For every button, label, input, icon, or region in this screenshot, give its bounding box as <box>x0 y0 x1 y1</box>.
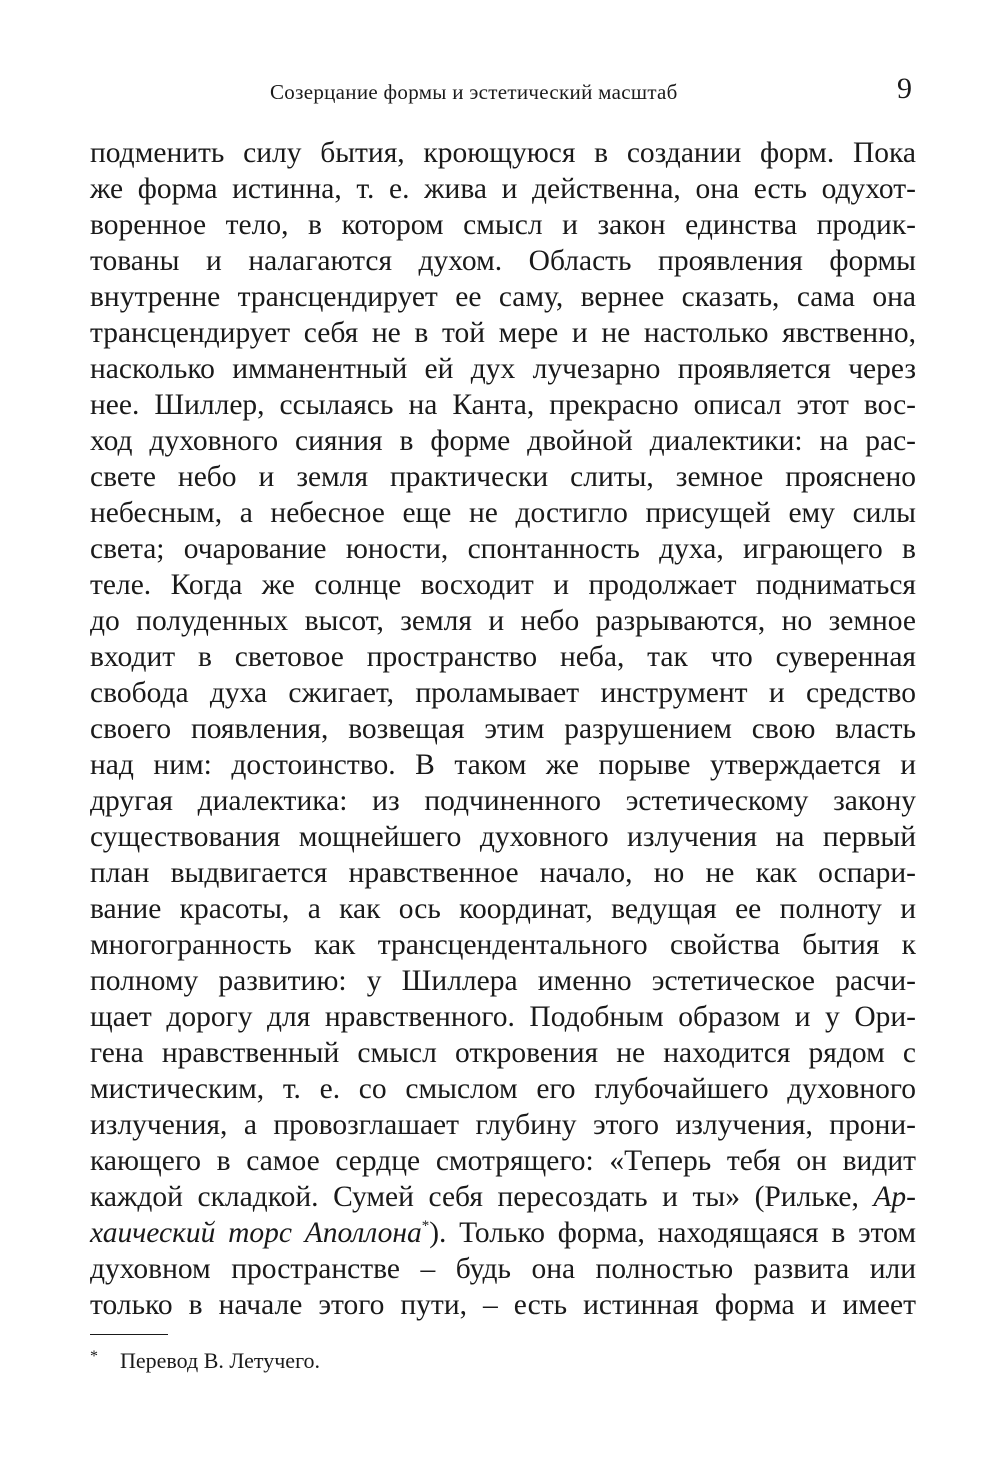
text-line: другая диалектика: из подчиненного эстетическому закону <box>90 785 916 817</box>
text-line: же форма истинна, т. е. жива и действенна, она есть одухот- <box>90 173 916 205</box>
text-line: полному развитию: у Шиллера именно эстетическое расчи- <box>90 965 916 997</box>
page-number: 9 <box>897 72 912 105</box>
text-line: мистическим, т. е. со смыслом его глубочайшего духовного <box>90 1073 916 1105</box>
text-line: свобода духа сжигает, проламывает инструмент и средство <box>90 677 916 709</box>
text-line: ход духовного сияния в форме двойной диалектики: на рас- <box>90 425 916 457</box>
text-line: над ним: достоинство. В таком же порыве утверждается и <box>90 749 916 781</box>
footnote-divider <box>90 1334 168 1335</box>
text-line: щает дорогу для нравственного. Подобным образом и у Ори- <box>90 1001 916 1033</box>
text-line: духовном пространстве – будь она полностью развита или <box>90 1253 916 1285</box>
text-line <box>90 1179 916 1215</box>
text-line: небесным, а небесное еще не достигло присущей ему силы <box>90 497 916 529</box>
text-line: нее. Шиллер, ссылаясь на Канта, прекрасно описал этот вос- <box>90 389 916 421</box>
text-line: вание красоты, а как ось координат, ведущая ее полноту и <box>90 893 916 925</box>
italic-title: хаический торс Аполлона <box>90 1217 422 1249</box>
text-line: теле. Когда же солнце восходит и продолжает подниматься <box>90 569 916 601</box>
text-line: план выдвигается нравственное начало, но не как оспари- <box>90 857 916 889</box>
text-line: входит в световое пространство неба, так что суверенная <box>90 641 916 673</box>
italic-title-part: Ар- <box>873 1181 916 1213</box>
page-header <box>90 72 916 112</box>
text-line: света; очарование юности, спонтанность духа, играющего в <box>90 533 916 565</box>
text-line: многогранность как трансцендентального свойства бытия к <box>90 929 916 961</box>
footnote-mark: * <box>90 1348 98 1365</box>
text-line: трансцендирует себя не в той мере и не настолько явственно, <box>90 317 916 349</box>
text-segment: ). Только форма, находящаяся в этом <box>429 1217 916 1249</box>
text-line: гена нравственный смысл откровения не находится рядом с <box>90 1037 916 1069</box>
text-line: тованы и налагаются духом. Область проявления формы <box>90 245 916 277</box>
text-line: кающего в самое сердце смотрящего: «Теперь тебя он видит <box>90 1145 916 1177</box>
text-line: внутренне трансцендирует ее саму, вернее сказать, сама она <box>90 281 916 313</box>
text-line: насколько имманентный ей дух лучезарно проявляется через <box>90 353 916 385</box>
body-text <box>90 135 916 1323</box>
text-line: излучения, а провозглашает глубину этого излучения, прони- <box>90 1109 916 1141</box>
footnote-text: Перевод В. Летучего. <box>120 1348 321 1373</box>
text-line <box>90 1215 916 1251</box>
running-title: Созерцание формы и эстетический масштаб <box>270 80 678 104</box>
footnote-reference: * <box>421 1218 430 1234</box>
text-line: подменить силу бытия, кроющуюся в создании форм. Пока <box>90 137 916 169</box>
text-line: только в начале этого пути, – есть истинная форма и имеет <box>90 1289 916 1321</box>
text-line: свете небо и земля практически слиты, земное прояснено <box>90 461 916 493</box>
text-line: своего появления, возвещая этим разрушением свою власть <box>90 713 916 745</box>
text-segment: каждой складкой. Сумей себя пересоздать и ты» (Рильке, <box>90 1181 874 1213</box>
text-line: существования мощнейшего духовного излучения на первый <box>90 821 916 853</box>
text-line: до полуденных высот, земля и небо разрываются, но земное <box>90 605 916 637</box>
text-line: воренное тело, в котором смысл и закон единства продик- <box>90 209 916 241</box>
